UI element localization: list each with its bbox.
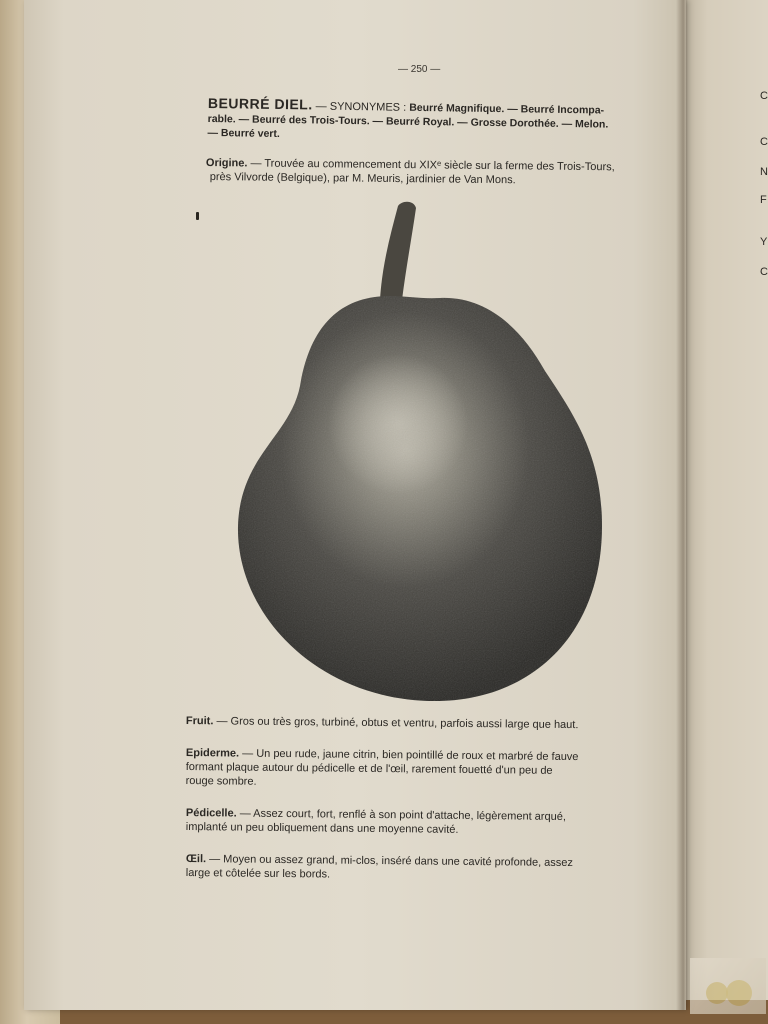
synonyms-line-1: Beurré Magnifique. — Beurré Incompa-	[409, 101, 605, 117]
page-number: — 250 —	[398, 64, 441, 75]
facing-letter: C	[760, 266, 768, 278]
oeil-label: Œil.	[185, 852, 207, 866]
pear-illustration	[230, 196, 610, 706]
pedicelle-label: Pédicelle.	[185, 806, 237, 820]
photo-fruit-mark	[706, 982, 728, 1004]
oeil-line-1: — Moyen ou assez grand, mi-clos, inséré dans une cavité profonde, assez	[209, 853, 574, 870]
pear-stem	[380, 202, 416, 300]
fruit-label: Fruit.	[185, 714, 214, 728]
pedicelle-line-1: — Assez court, fort, renflé à son point d'attache, légèrement arqué,	[239, 807, 566, 823]
epiderme-paragraph	[186, 746, 646, 793]
pedicelle-paragraph	[186, 806, 646, 839]
book-gutter	[676, 0, 688, 1010]
facing-letter: C	[760, 90, 768, 102]
oeil-paragraph	[186, 852, 646, 885]
synonyms-line-3: — Beurré vert.	[207, 126, 280, 141]
epiderme-line-1: — Un peu rude, jaune citrin, bien pointillé de roux et marbré de fauve	[242, 747, 579, 764]
origin-line-2: près Vilvorde (Belgique), par M. Meuris, jardinier de Van Mons.	[209, 171, 516, 187]
synonyms-label: — SYNONYMES :	[315, 100, 407, 114]
photo-fruit-mark	[726, 980, 752, 1006]
synonyms-line-2: rable. — Beurré des Trois-Tours. — Beurré Royal. — Grosse Dorothée. — Melon.	[207, 112, 609, 131]
variety-title: BEURRÉ DIEL.	[207, 95, 313, 113]
facing-letter: C	[760, 136, 768, 148]
fruit-text: — Gros ou très gros, turbiné, obtus et ventru, parfois aussi large que haut.	[216, 715, 579, 732]
facing-letter: N	[760, 166, 768, 178]
pedicelle-line-2: implanté un peu obliquement dans une moyenne cavité.	[185, 820, 459, 836]
origin-label: Origine.	[205, 156, 248, 170]
facing-page	[682, 0, 768, 1000]
facing-letter: F	[760, 194, 767, 206]
origin-paragraph	[206, 156, 646, 189]
heading-block	[207, 96, 648, 146]
epiderme-label: Epiderme.	[185, 746, 240, 760]
ink-mark	[196, 212, 199, 220]
origin-line-1: — Trouvée au commencement du XIXᵉ siècle sur la ferme des Trois-Tours,	[250, 157, 615, 174]
epiderme-line-3: rouge sombre.	[185, 774, 257, 788]
facing-letter: Y	[760, 236, 768, 248]
corner-photo	[690, 958, 766, 1014]
epiderme-line-2: formant plaque autour du pédicelle et de l'œil, rarement fouetté d'un peu de	[185, 760, 553, 777]
oeil-line-2: large et côtelée sur les bords.	[185, 866, 331, 881]
